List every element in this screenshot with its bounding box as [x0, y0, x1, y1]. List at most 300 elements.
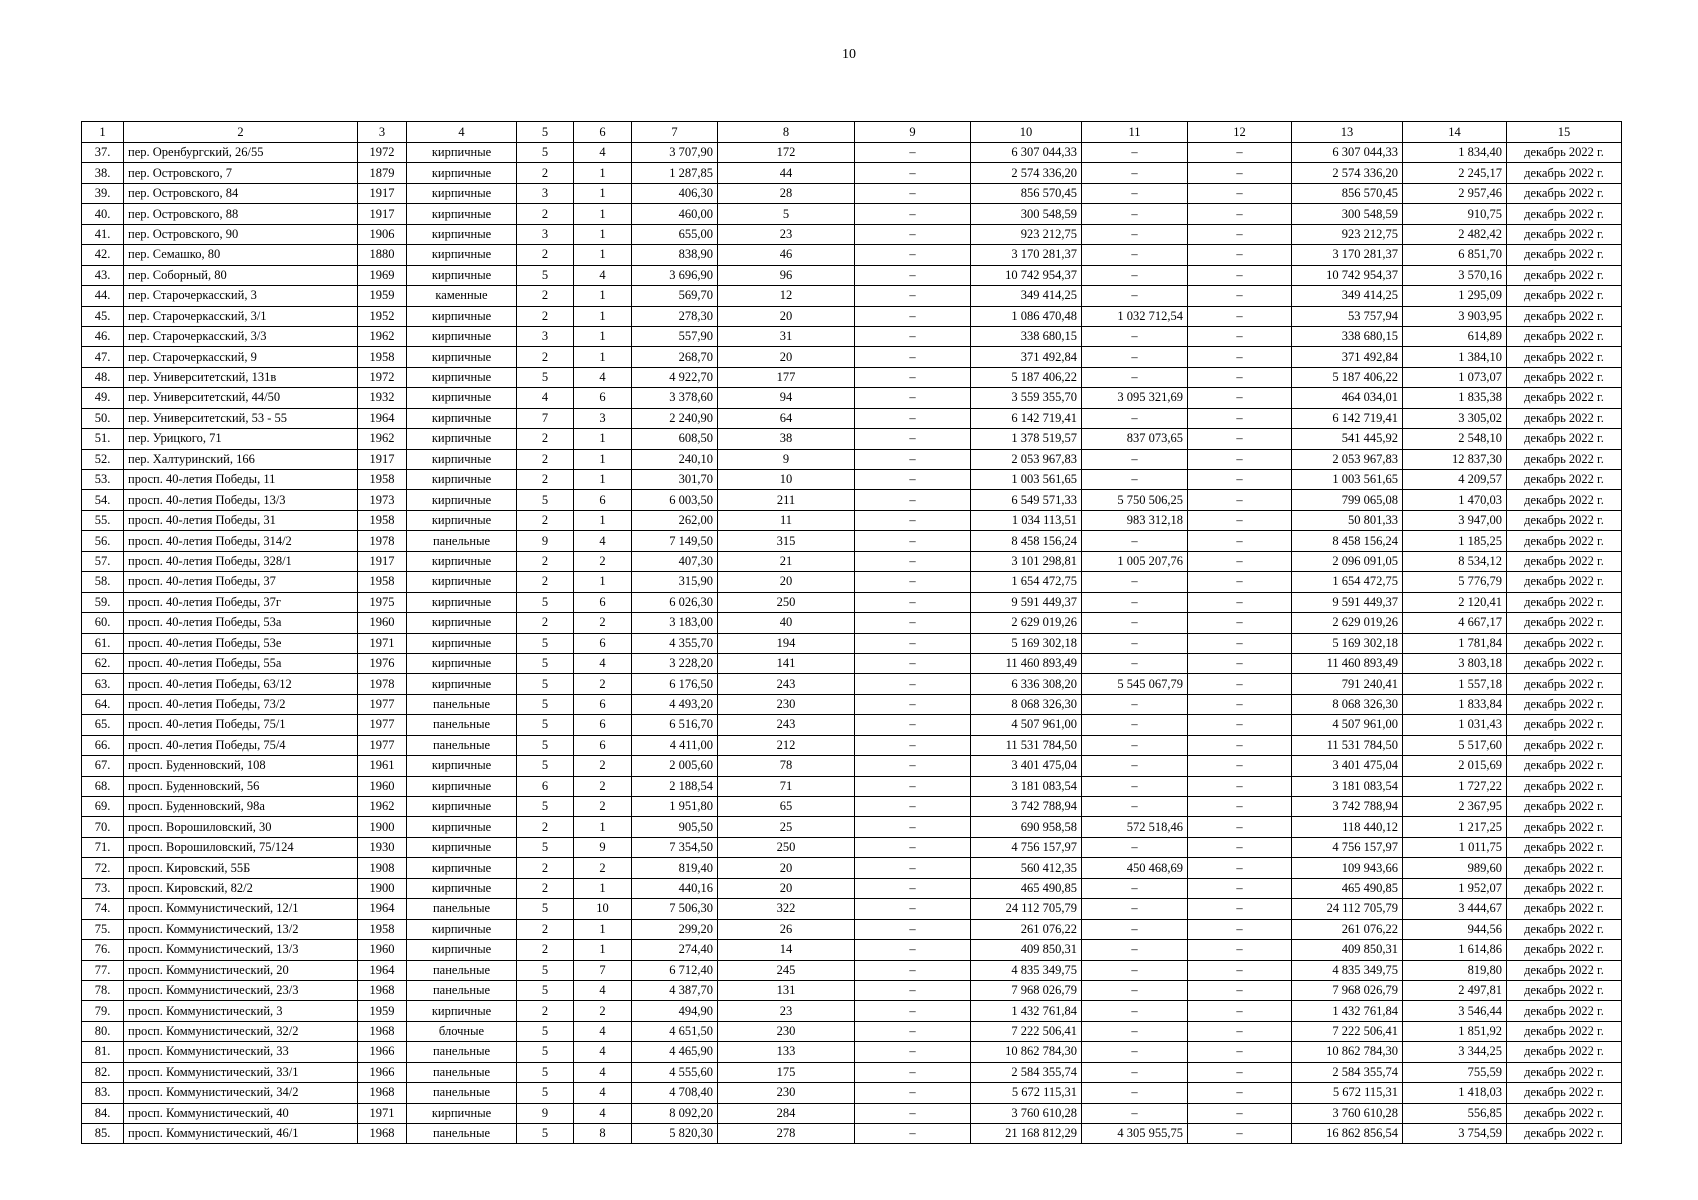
cell-entrances: 4	[574, 265, 632, 285]
cell-col-11: 450 468,69	[1082, 858, 1188, 878]
cell-residents: 14	[718, 940, 855, 960]
cell-remaining-cost: 3 760 610,28	[1292, 1103, 1403, 1123]
cell-row-number: 51.	[82, 429, 124, 449]
cell-col-12: –	[1188, 694, 1292, 714]
table-row	[82, 245, 1622, 265]
cell-deadline: декабрь 2022 г.	[1507, 224, 1622, 244]
cell-col-11: –	[1082, 224, 1188, 244]
cell-area: 6 003,50	[632, 490, 718, 510]
cell-area: 4 465,90	[632, 1042, 718, 1062]
cell-deadline: декабрь 2022 г.	[1507, 408, 1622, 428]
cell-address: пер. Университетский, 131в	[124, 367, 358, 387]
cell-year-built: 1958	[358, 919, 407, 939]
cell-residents: 40	[718, 613, 855, 633]
cell-deadline: декабрь 2022 г.	[1507, 204, 1622, 224]
cell-col-11: –	[1082, 143, 1188, 163]
cell-residents: 20	[718, 347, 855, 367]
cell-entrances: 2	[574, 674, 632, 694]
cell-col-9: –	[855, 347, 971, 367]
cell-unit-cost: 3 570,16	[1403, 265, 1507, 285]
cell-wall-material: кирпичные	[407, 837, 517, 857]
cell-row-number: 40.	[82, 204, 124, 224]
cell-col-9: –	[855, 265, 971, 285]
cell-remaining-cost: 53 757,94	[1292, 306, 1403, 326]
cell-deadline: декабрь 2022 г.	[1507, 245, 1622, 265]
cell-year-built: 1977	[358, 735, 407, 755]
cell-area: 557,90	[632, 326, 718, 346]
cell-row-number: 65.	[82, 715, 124, 735]
cell-row-number: 46.	[82, 326, 124, 346]
cell-col-12: –	[1188, 531, 1292, 551]
cell-address: просп. 40-летия Победы, 53е	[124, 633, 358, 653]
cell-floors: 7	[517, 408, 574, 428]
cell-area: 2 005,60	[632, 756, 718, 776]
cell-remaining-cost: 300 548,59	[1292, 204, 1403, 224]
cell-area: 5 820,30	[632, 1124, 718, 1144]
cell-floors: 2	[517, 613, 574, 633]
cell-remaining-cost: 10 742 954,37	[1292, 265, 1403, 285]
cell-remaining-cost: 4 835 349,75	[1292, 960, 1403, 980]
cell-remaining-cost: 1 654 472,75	[1292, 572, 1403, 592]
cell-col-11: –	[1082, 1083, 1188, 1103]
cell-deadline: декабрь 2022 г.	[1507, 878, 1622, 898]
cell-col-11: –	[1082, 715, 1188, 735]
cell-area: 655,00	[632, 224, 718, 244]
cell-year-built: 1964	[358, 408, 407, 428]
table-row	[82, 797, 1622, 817]
cell-col-9: –	[855, 143, 971, 163]
cell-deadline: декабрь 2022 г.	[1507, 551, 1622, 571]
cell-col-9: –	[855, 551, 971, 571]
cell-residents: 64	[718, 408, 855, 428]
cell-address: просп. 40-летия Победы, 63/12	[124, 674, 358, 694]
cell-unit-cost: 1 295,09	[1403, 286, 1507, 306]
cell-address: просп. Кировский, 55Б	[124, 858, 358, 878]
cell-unit-cost: 3 947,00	[1403, 510, 1507, 530]
cell-residents: 131	[718, 980, 855, 1000]
cell-total-cost: 3 559 355,70	[971, 388, 1082, 408]
cell-unit-cost: 755,59	[1403, 1062, 1507, 1082]
cell-year-built: 1975	[358, 592, 407, 612]
cell-col-12: –	[1188, 940, 1292, 960]
cell-floors: 5	[517, 899, 574, 919]
cell-unit-cost: 2 548,10	[1403, 429, 1507, 449]
cell-year-built: 1969	[358, 265, 407, 285]
cell-row-number: 53.	[82, 470, 124, 490]
cell-unit-cost: 1 557,18	[1403, 674, 1507, 694]
cell-col-12: –	[1188, 1124, 1292, 1144]
cell-area: 6 516,70	[632, 715, 718, 735]
cell-residents: 20	[718, 306, 855, 326]
cell-col-9: –	[855, 613, 971, 633]
cell-area: 268,70	[632, 347, 718, 367]
cell-year-built: 1952	[358, 306, 407, 326]
cell-deadline: декабрь 2022 г.	[1507, 367, 1622, 387]
cell-deadline: декабрь 2022 г.	[1507, 572, 1622, 592]
cell-col-11: –	[1082, 163, 1188, 183]
cell-year-built: 1917	[358, 449, 407, 469]
cell-col-11: –	[1082, 347, 1188, 367]
cell-col-12: –	[1188, 980, 1292, 1000]
cell-col-12: –	[1188, 1083, 1292, 1103]
cell-row-number: 80.	[82, 1021, 124, 1041]
cell-row-number: 56.	[82, 531, 124, 551]
cell-total-cost: 6 336 308,20	[971, 674, 1082, 694]
cell-address: просп. 40-летия Победы, 13/3	[124, 490, 358, 510]
cell-wall-material: кирпичные	[407, 408, 517, 428]
cell-residents: 172	[718, 143, 855, 163]
cell-entrances: 2	[574, 1001, 632, 1021]
cell-entrances: 2	[574, 551, 632, 571]
cell-area: 4 708,40	[632, 1083, 718, 1103]
cell-residents: 278	[718, 1124, 855, 1144]
cell-residents: 20	[718, 858, 855, 878]
cell-row-number: 44.	[82, 286, 124, 306]
cell-area: 6 026,30	[632, 592, 718, 612]
cell-row-number: 73.	[82, 878, 124, 898]
cell-residents: 250	[718, 592, 855, 612]
cell-area: 3 378,60	[632, 388, 718, 408]
cell-address: просп. Ворошиловский, 75/124	[124, 837, 358, 857]
cell-residents: 10	[718, 470, 855, 490]
cell-col-11: –	[1082, 899, 1188, 919]
cell-row-number: 62.	[82, 653, 124, 673]
cell-row-number: 70.	[82, 817, 124, 837]
cell-col-12: –	[1188, 919, 1292, 939]
cell-floors: 5	[517, 1042, 574, 1062]
column-header-2: 2	[124, 122, 358, 143]
cell-residents: 284	[718, 1103, 855, 1123]
cell-total-cost: 300 548,59	[971, 204, 1082, 224]
cell-wall-material: панельные	[407, 531, 517, 551]
cell-remaining-cost: 4 507 961,00	[1292, 715, 1403, 735]
table-row	[82, 940, 1622, 960]
cell-residents: 211	[718, 490, 855, 510]
cell-floors: 2	[517, 858, 574, 878]
cell-col-11: –	[1082, 980, 1188, 1000]
cell-col-9: –	[855, 1042, 971, 1062]
cell-floors: 3	[517, 183, 574, 203]
cell-address: просп. 40-летия Победы, 53а	[124, 613, 358, 633]
cell-col-9: –	[855, 776, 971, 796]
cell-col-11: –	[1082, 940, 1188, 960]
cell-area: 440,16	[632, 878, 718, 898]
cell-residents: 250	[718, 837, 855, 857]
cell-residents: 44	[718, 163, 855, 183]
cell-col-9: –	[855, 572, 971, 592]
cell-entrances: 4	[574, 1103, 632, 1123]
cell-col-9: –	[855, 1124, 971, 1144]
table-row	[82, 143, 1622, 163]
cell-floors: 5	[517, 653, 574, 673]
cell-floors: 5	[517, 490, 574, 510]
cell-address: просп. Коммунистический, 33	[124, 1042, 358, 1062]
cell-unit-cost: 989,60	[1403, 858, 1507, 878]
cell-total-cost: 7 968 026,79	[971, 980, 1082, 1000]
cell-floors: 5	[517, 1124, 574, 1144]
cell-col-9: –	[855, 1001, 971, 1021]
cell-floors: 2	[517, 429, 574, 449]
cell-entrances: 2	[574, 756, 632, 776]
cell-row-number: 69.	[82, 797, 124, 817]
cell-col-9: –	[855, 817, 971, 837]
cell-deadline: декабрь 2022 г.	[1507, 899, 1622, 919]
table-row	[82, 633, 1622, 653]
cell-entrances: 1	[574, 449, 632, 469]
cell-col-11: –	[1082, 1042, 1188, 1062]
cell-deadline: декабрь 2022 г.	[1507, 306, 1622, 326]
cell-entrances: 1	[574, 878, 632, 898]
cell-deadline: декабрь 2022 г.	[1507, 694, 1622, 714]
cell-wall-material: кирпичные	[407, 326, 517, 346]
cell-col-9: –	[855, 715, 971, 735]
cell-col-9: –	[855, 940, 971, 960]
cell-wall-material: кирпичные	[407, 306, 517, 326]
cell-col-12: –	[1188, 1062, 1292, 1082]
cell-row-number: 84.	[82, 1103, 124, 1123]
cell-address: пер. Старочеркасский, 3/3	[124, 326, 358, 346]
cell-col-9: –	[855, 674, 971, 694]
cell-floors: 5	[517, 265, 574, 285]
cell-total-cost: 6 549 571,33	[971, 490, 1082, 510]
cell-residents: 315	[718, 531, 855, 551]
cell-year-built: 1978	[358, 531, 407, 551]
cell-wall-material: кирпичные	[407, 653, 517, 673]
cell-total-cost: 6 142 719,41	[971, 408, 1082, 428]
cell-residents: 194	[718, 633, 855, 653]
cell-area: 838,90	[632, 245, 718, 265]
cell-col-9: –	[855, 531, 971, 551]
cell-col-11: –	[1082, 265, 1188, 285]
cell-entrances: 9	[574, 837, 632, 857]
cell-year-built: 1900	[358, 878, 407, 898]
cell-address: просп. Буденновский, 108	[124, 756, 358, 776]
cell-wall-material: панельные	[407, 1124, 517, 1144]
cell-year-built: 1917	[358, 183, 407, 203]
cell-year-built: 1972	[358, 143, 407, 163]
table-row	[82, 183, 1622, 203]
cell-remaining-cost: 541 445,92	[1292, 429, 1403, 449]
cell-year-built: 1977	[358, 715, 407, 735]
cell-total-cost: 3 401 475,04	[971, 756, 1082, 776]
cell-year-built: 1968	[358, 1083, 407, 1103]
cell-deadline: декабрь 2022 г.	[1507, 163, 1622, 183]
cell-wall-material: кирпичные	[407, 143, 517, 163]
cell-total-cost: 338 680,15	[971, 326, 1082, 346]
cell-remaining-cost: 5 187 406,22	[1292, 367, 1403, 387]
cell-total-cost: 5 672 115,31	[971, 1083, 1082, 1103]
cell-col-11: –	[1082, 326, 1188, 346]
cell-deadline: декабрь 2022 г.	[1507, 980, 1622, 1000]
building-registry-table	[81, 121, 1622, 1144]
cell-remaining-cost: 2 584 355,74	[1292, 1062, 1403, 1082]
cell-floors: 5	[517, 1062, 574, 1082]
cell-year-built: 1964	[358, 899, 407, 919]
cell-remaining-cost: 3 401 475,04	[1292, 756, 1403, 776]
cell-entrances: 1	[574, 510, 632, 530]
cell-total-cost: 465 490,85	[971, 878, 1082, 898]
cell-address: просп. Коммунистический, 40	[124, 1103, 358, 1123]
cell-col-9: –	[855, 878, 971, 898]
cell-col-11: 1 032 712,54	[1082, 306, 1188, 326]
cell-residents: 141	[718, 653, 855, 673]
cell-wall-material: кирпичные	[407, 245, 517, 265]
column-header-14: 14	[1403, 122, 1507, 143]
cell-entrances: 6	[574, 715, 632, 735]
cell-row-number: 77.	[82, 960, 124, 980]
cell-row-number: 59.	[82, 592, 124, 612]
cell-col-9: –	[855, 388, 971, 408]
cell-row-number: 83.	[82, 1083, 124, 1103]
cell-entrances: 4	[574, 531, 632, 551]
cell-col-12: –	[1188, 286, 1292, 306]
cell-entrances: 4	[574, 653, 632, 673]
cell-floors: 5	[517, 735, 574, 755]
cell-floors: 2	[517, 940, 574, 960]
cell-area: 6 176,50	[632, 674, 718, 694]
cell-total-cost: 10 742 954,37	[971, 265, 1082, 285]
cell-remaining-cost: 2 574 336,20	[1292, 163, 1403, 183]
cell-deadline: декабрь 2022 г.	[1507, 674, 1622, 694]
cell-area: 274,40	[632, 940, 718, 960]
cell-floors: 2	[517, 1001, 574, 1021]
cell-total-cost: 560 412,35	[971, 858, 1082, 878]
cell-col-11: –	[1082, 633, 1188, 653]
cell-entrances: 1	[574, 572, 632, 592]
cell-entrances: 1	[574, 817, 632, 837]
cell-unit-cost: 1 384,10	[1403, 347, 1507, 367]
cell-area: 7 354,50	[632, 837, 718, 857]
cell-entrances: 1	[574, 326, 632, 346]
cell-remaining-cost: 464 034,01	[1292, 388, 1403, 408]
cell-remaining-cost: 3 170 281,37	[1292, 245, 1403, 265]
cell-total-cost: 8 458 156,24	[971, 531, 1082, 551]
cell-col-9: –	[855, 367, 971, 387]
cell-entrances: 6	[574, 735, 632, 755]
cell-col-9: –	[855, 224, 971, 244]
cell-unit-cost: 556,85	[1403, 1103, 1507, 1123]
cell-col-12: –	[1188, 490, 1292, 510]
cell-year-built: 1966	[358, 1042, 407, 1062]
cell-floors: 5	[517, 960, 574, 980]
table-row	[82, 878, 1622, 898]
cell-col-11: 5 750 506,25	[1082, 490, 1188, 510]
cell-address: просп. Коммунистический, 23/3	[124, 980, 358, 1000]
cell-entrances: 4	[574, 367, 632, 387]
cell-wall-material: кирпичные	[407, 388, 517, 408]
cell-address: просп. Коммунистический, 20	[124, 960, 358, 980]
cell-year-built: 1879	[358, 163, 407, 183]
cell-area: 4 922,70	[632, 367, 718, 387]
cell-col-11: –	[1082, 204, 1188, 224]
cell-col-12: –	[1188, 837, 1292, 857]
table-row	[82, 306, 1622, 326]
cell-residents: 243	[718, 715, 855, 735]
cell-unit-cost: 2 497,81	[1403, 980, 1507, 1000]
cell-entrances: 4	[574, 1083, 632, 1103]
cell-row-number: 61.	[82, 633, 124, 653]
cell-col-9: –	[855, 592, 971, 612]
cell-entrances: 6	[574, 490, 632, 510]
cell-col-12: –	[1188, 592, 1292, 612]
cell-col-9: –	[855, 960, 971, 980]
cell-area: 278,30	[632, 306, 718, 326]
cell-wall-material: панельные	[407, 715, 517, 735]
cell-row-number: 42.	[82, 245, 124, 265]
cell-area: 4 411,00	[632, 735, 718, 755]
cell-total-cost: 349 414,25	[971, 286, 1082, 306]
cell-remaining-cost: 371 492,84	[1292, 347, 1403, 367]
cell-col-12: –	[1188, 408, 1292, 428]
table-row	[82, 429, 1622, 449]
cell-total-cost: 21 168 812,29	[971, 1124, 1082, 1144]
cell-residents: 21	[718, 551, 855, 571]
cell-floors: 5	[517, 756, 574, 776]
cell-col-12: –	[1188, 306, 1292, 326]
cell-remaining-cost: 5 169 302,18	[1292, 633, 1403, 653]
cell-total-cost: 2 053 967,83	[971, 449, 1082, 469]
cell-floors: 5	[517, 633, 574, 653]
cell-col-11: –	[1082, 776, 1188, 796]
cell-col-9: –	[855, 899, 971, 919]
cell-total-cost: 10 862 784,30	[971, 1042, 1082, 1062]
cell-entrances: 6	[574, 633, 632, 653]
table-row	[82, 613, 1622, 633]
cell-remaining-cost: 6 307 044,33	[1292, 143, 1403, 163]
cell-col-9: –	[855, 204, 971, 224]
cell-unit-cost: 1 834,40	[1403, 143, 1507, 163]
table-row	[82, 715, 1622, 735]
cell-col-11: 572 518,46	[1082, 817, 1188, 837]
cell-year-built: 1972	[358, 367, 407, 387]
table-row	[82, 1042, 1622, 1062]
cell-unit-cost: 4 209,57	[1403, 470, 1507, 490]
cell-col-9: –	[855, 1021, 971, 1041]
cell-col-11: –	[1082, 756, 1188, 776]
cell-deadline: декабрь 2022 г.	[1507, 531, 1622, 551]
cell-remaining-cost: 923 212,75	[1292, 224, 1403, 244]
cell-total-cost: 6 307 044,33	[971, 143, 1082, 163]
cell-entrances: 4	[574, 1042, 632, 1062]
cell-remaining-cost: 7 222 506,41	[1292, 1021, 1403, 1041]
cell-wall-material: кирпичные	[407, 572, 517, 592]
cell-col-11: –	[1082, 735, 1188, 755]
cell-col-11: –	[1082, 878, 1188, 898]
cell-col-9: –	[855, 653, 971, 673]
cell-deadline: декабрь 2022 г.	[1507, 797, 1622, 817]
cell-total-cost: 2 629 019,26	[971, 613, 1082, 633]
cell-unit-cost: 3 305,02	[1403, 408, 1507, 428]
cell-deadline: декабрь 2022 г.	[1507, 470, 1622, 490]
cell-deadline: декабрь 2022 г.	[1507, 633, 1622, 653]
cell-wall-material: кирпичные	[407, 674, 517, 694]
cell-col-9: –	[855, 837, 971, 857]
cell-unit-cost: 6 851,70	[1403, 245, 1507, 265]
cell-remaining-cost: 409 850,31	[1292, 940, 1403, 960]
cell-remaining-cost: 109 943,66	[1292, 858, 1403, 878]
cell-address: пер. Семашко, 80	[124, 245, 358, 265]
cell-year-built: 1973	[358, 490, 407, 510]
cell-area: 262,00	[632, 510, 718, 530]
cell-total-cost: 4 835 349,75	[971, 960, 1082, 980]
cell-residents: 31	[718, 326, 855, 346]
cell-entrances: 2	[574, 858, 632, 878]
cell-total-cost: 2 584 355,74	[971, 1062, 1082, 1082]
cell-total-cost: 1 432 761,84	[971, 1001, 1082, 1021]
cell-remaining-cost: 2 053 967,83	[1292, 449, 1403, 469]
cell-col-12: –	[1188, 326, 1292, 346]
cell-row-number: 75.	[82, 919, 124, 939]
